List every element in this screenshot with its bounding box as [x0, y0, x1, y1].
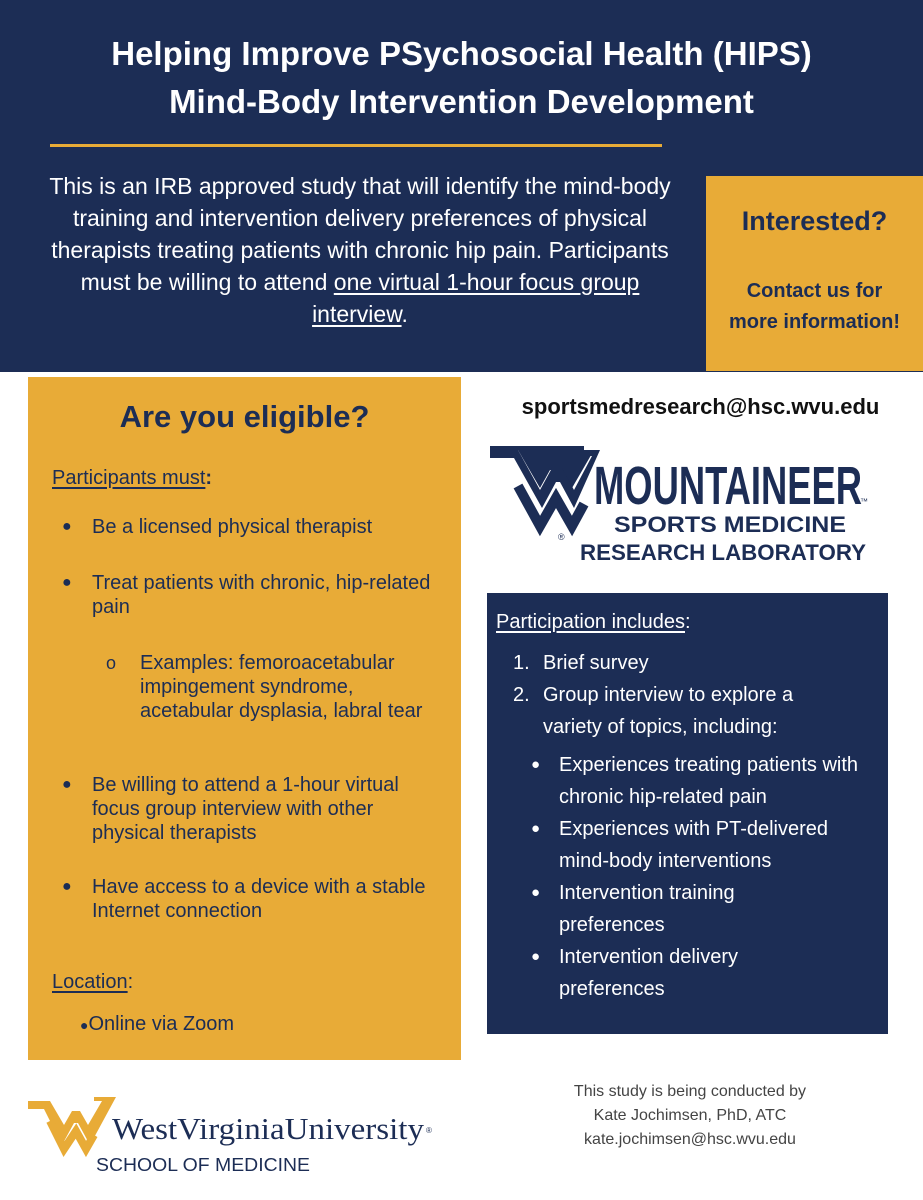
eligibility-item [62, 875, 432, 923]
eligibility-subheading-colon: : [205, 467, 213, 489]
mountaineer-sports-medicine-logo [488, 446, 868, 568]
bullet-icon: ● [62, 574, 72, 591]
intro-text: This is an IRB approved study that will identify the mind-body training and intervention delivery preferences of physical therapists treating patients with chronic hip pain. Participants must be willing to attend [49, 173, 671, 295]
investigator-email[interactable]: kate.jochimsen@hsc.wvu.edu [584, 1131, 796, 1148]
research-laboratory-text: RESEARCH LABORATORY [580, 540, 867, 565]
step-text: Group interview to explore a variety of topics, including: [543, 684, 794, 738]
participation-subheading-text: Participation includes [496, 611, 685, 633]
eligibility-item-text: Treat patients with chronic, hip-related pain [92, 572, 431, 618]
participation-step [513, 647, 873, 679]
eligibility-item [62, 515, 442, 539]
participation-topic [531, 877, 789, 941]
intro-emphasis: one virtual 1-hour focus group interview [312, 269, 640, 327]
eligibility-heading: Are you eligible? [119, 399, 370, 434]
location-label [52, 971, 133, 994]
bullet-icon: ● [62, 776, 72, 793]
step-text: Brief survey [543, 652, 649, 674]
eligibility-item-text: Have access to a device with a stable Internet connection [92, 876, 426, 922]
page-title [0, 30, 923, 126]
title-divider [50, 144, 662, 147]
topic-text: Experiences with PT-delivered mind-body interventions [559, 818, 829, 872]
step-number: 2. [513, 684, 530, 706]
wvu-school-of-medicine-logo [28, 1095, 438, 1177]
conducted-by [520, 1080, 860, 1152]
intro-paragraph [40, 170, 680, 330]
bullet-icon: ● [62, 518, 72, 535]
topic-text: Intervention delivery preferences [559, 946, 738, 1000]
participation-box [487, 593, 888, 1034]
title-line-2: Mind-Body Intervention Development [169, 83, 754, 120]
topic-text: Experiences treating patients with chronic hip-related pain [559, 754, 859, 808]
contact-prompt-line-1: Contact us for [746, 280, 883, 302]
eligibility-subheading [52, 467, 212, 490]
eligibility-subitem-text: Examples: femoroacetabular impingement syndrome, acetabular dysplasia, labral tear [140, 652, 423, 722]
location-value-text: Online via Zoom [88, 1013, 235, 1035]
interested-box [706, 176, 923, 371]
bullet-icon: ● [531, 884, 541, 901]
bullet-icon: ● [531, 820, 541, 837]
location-value [80, 1013, 234, 1036]
contact-prompt-line-2: more information! [728, 311, 901, 333]
participation-subheading-colon: : [685, 611, 691, 633]
circle-bullet-icon: o [106, 653, 117, 673]
interested-heading: Interested? [741, 206, 888, 236]
wvu-wordmark: WestVirginiaUniversity [112, 1111, 425, 1146]
eligibility-item [62, 773, 442, 845]
title-line-1: Helping Improve PSychosocial Health (HIPS) [111, 35, 812, 72]
participation-topic [531, 749, 869, 813]
eligibility-item [62, 571, 432, 619]
participation-step [513, 679, 843, 743]
eligibility-box [28, 377, 461, 1060]
intro-end: . [401, 301, 408, 327]
conducted-by-line: This study is being conducted by [573, 1083, 807, 1100]
contact-prompt [706, 276, 923, 338]
eligibility-item-text: Be willing to attend a 1-hour virtual focus group interview with other physical therapists [92, 774, 399, 844]
step-number: 1. [513, 652, 530, 674]
school-of-medicine-text: SCHOOL OF MEDICINE [96, 1155, 310, 1175]
topic-text: Intervention training preferences [559, 882, 735, 936]
eligibility-item-text: Be a licensed physical therapist [92, 516, 373, 538]
mountaineer-wordmark: MOUNTAINEER [594, 456, 862, 516]
eligibility-subitem [106, 651, 440, 723]
eligibility-subheading-text: Participants must [52, 467, 206, 489]
location-label-text: Location [52, 971, 128, 993]
wvu-reg-mark: ® [426, 1126, 432, 1135]
bullet-icon: ● [62, 878, 72, 895]
sports-medicine-text: SPORTS MEDICINE [614, 512, 846, 537]
bullet-icon: ● [80, 1017, 89, 1033]
mountaineer-reg-mark: ® [558, 532, 565, 542]
bullet-icon: ● [531, 948, 541, 965]
contact-email[interactable]: sportsmedresearch@hsc.wvu.edu [521, 394, 880, 419]
location-label-colon: : [127, 971, 134, 993]
investigator-name: Kate Jochimsen, PhD, ATC [593, 1107, 787, 1124]
mountaineer-tm-mark: ™ [860, 497, 868, 506]
participation-topic [531, 813, 879, 877]
participation-topic [531, 941, 789, 1005]
bullet-icon: ● [531, 756, 541, 773]
participation-subheading [496, 611, 691, 634]
